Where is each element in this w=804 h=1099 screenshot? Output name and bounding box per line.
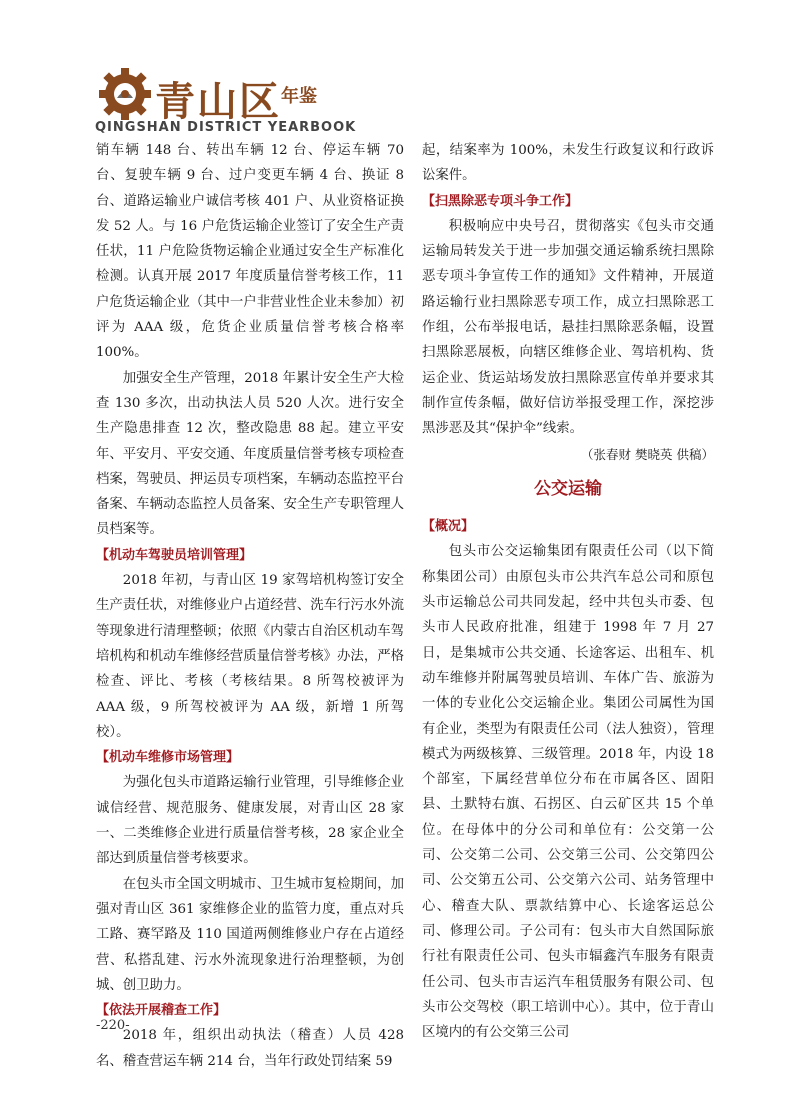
section-heading: 【机动车维修市场管理】 — [96, 750, 240, 766]
paragraph: 2018 年初，与青山区 19 家驾培机构签订安全生产责任状，对维修业户占道经营、洗车行污水外流等现象进行清理整顿；依照《内蒙古自治区机动车驾培机构和机动车维修经营质量信誉考核》办法，严格检查、评比、考核（考核结果。8 所驾校被评为 AAA 级，9 所驾校被评为 AA 级，新增 1 所驾校）。 — [96, 573, 404, 740]
paragraph: 起，结案率为 100%，未发生行政复议和行政诉讼案件。 — [422, 143, 714, 184]
chapter-title: 公交运输 — [534, 478, 602, 499]
paragraph: 加强安全生产管理，2018 年累计安全生产大检查 130 多次，出动执法人员 520 人次。进行安全生产隐患排查 12 次，整改隐患 88 起。建立平安年、平安月、平安交通、年度质量信誉考核专项检查档案，驾驶员、押运员专项档案，车辆动态监控平台备案、车辆动态监控人员备案、安全生产专职管理人员档案等。 — [96, 370, 404, 538]
yearbook-subtitle: 年鉴 — [281, 86, 317, 107]
gear-logo-icon — [95, 62, 155, 122]
yearbook-english-title: QINGSHAN DISTRICT YEARBOOK — [95, 120, 357, 135]
page-number: -220- — [96, 1018, 130, 1033]
yearbook-title: 青山区 — [155, 78, 281, 125]
section-heading: 【扫黑除恶专项斗争工作】 — [422, 193, 579, 209]
paragraph: 包头市公交运输集团有限责任公司（以下简称集团公司）由原包头市公共汽车总公司和原包头市运输总公司共同发起，经中共包头市委、包头市人民政府批准，组建于 1998 年 7 月 27 日，是集城市公共交通、长途客运、出租车、机动车维修并附属驾驶员培训、车体广告、旅游为一体的专业化公交运输企业。集团公司属性为国有企业，类型为有限责任公司（法人独资），管理模式为两级核算、三级管理。2018 年，内设 18 个部室，下属经营单位分布在市属各区、固阳县、土默特右旗、石拐区、白云矿区共 15 个单位。在母体中的分公司和单位有：公交第一公司、公交第二公司、公交第三公司、公交第四公司、公交第五公司、公交第六公司、站务管理中心、稽查大队、票款结算中心、长途客运总公司、修理公司。子公司有：包头市大自然国际旅行社有限责任公司、包头市辐鑫汽车服务有限责任公司、包头市吉运汽车租赁服务有限公司、包头市公交驾校（职工培训中心）。其中，位于青山区境内的有公交第三公司 — [422, 544, 714, 1041]
paragraph: 为强化包头市道路运输行业管理，引导维修企业诚信经营、规范服务、健康发展，对青山区 28 家一、二类维修企业进行质量信誉考核，28 家企业全部达到质量信誉考核要求。 — [96, 775, 404, 867]
paragraph: 2018 年，组织出动执法（稽查）人员 428 名、稽查营运车辆 214 台，当年行政处罚结案 59 — [96, 1028, 404, 1069]
left-column — [96, 138, 404, 1074]
paragraph: 积极响应中央号召，贯彻落实《包头市交通运输局转发关于进一步加强交通运输系统扫黑除恶专项斗争宣传工作的通知》文件精神，开展道路运输行业扫黑除恶专项工作，成立扫黑除恶工作组，公布举报电话，悬挂扫黑除恶条幅，设置扫黑除恶展板，向辖区维修企业、驾培机构、货运企业、货运站场发放扫黑除恶宣传单并要求其制作宣传条幅，做好信访举报受理工作，深挖涉黑涉恶及其“保护伞”线索。 — [422, 218, 714, 437]
section-heading: 【概况】 — [422, 519, 475, 535]
section-heading: 【依法开展稽查工作】 — [96, 1003, 227, 1019]
page-header — [95, 62, 755, 142]
right-column — [422, 138, 714, 1045]
paragraph: 销车辆 148 台、转出车辆 12 台、停运车辆 70 台、复驶车辆 9 台、过户变更车辆 4 台、换证 8 台、道路运输业户诚信考核 401 户、从业资格证换发 52 人。与 16 户危货运输企业签订了安全生产责任状，11 户危险货物运输企业通过安全生产标准化检测。认真开展 2017 年度质量信誉考核工作，11 户危货运输企业（其中一户非营业性企业未参加）初评为 AAA 级，危货企业质量信誉考核合格率 100%。 — [96, 143, 404, 361]
paragraph: 在包头市全国文明城市、卫生城市复检期间，加强对青山区 361 家维修企业的监管力度，重点对兵工路、赛罕路及 110 国道两侧维修业户存在占道经营、私搭乱建、污水外流现象进行治理整顿，为创城、创卫助力。 — [96, 876, 404, 993]
section-heading: 【机动车驾驶员培训管理】 — [96, 547, 253, 563]
contributor-credit: （张春财 樊晓英 供稿） — [581, 446, 714, 462]
